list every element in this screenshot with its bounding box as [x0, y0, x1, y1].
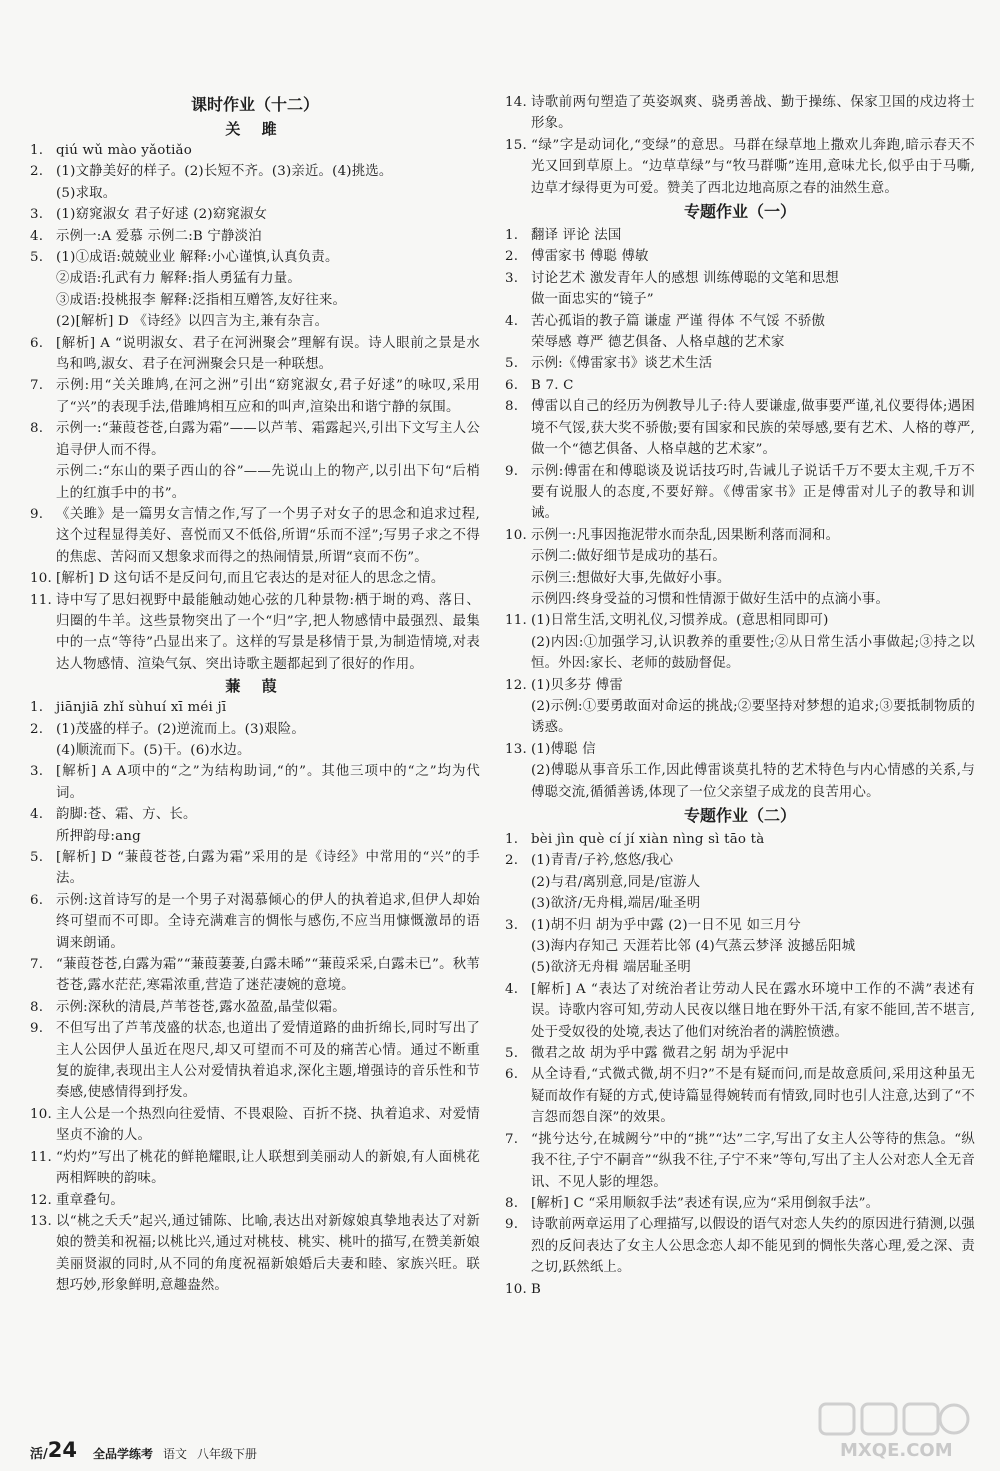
answer-item	[30, 375, 480, 418]
answer-item	[30, 333, 480, 376]
section-title-topic2: 专题作业（二）	[683, 806, 796, 825]
answer-number: 3.	[30, 207, 44, 223]
answer-text: [解析] A “说明淑女、君子在河洲聚会”理解有误。诗人眼前之景是水鸟和鸣,淑女、君子在河洲聚会只是一种联想。	[56, 335, 480, 373]
page-number: 24	[47, 1438, 77, 1462]
answer-item	[505, 739, 975, 803]
answer-item	[30, 954, 480, 997]
answer-item	[505, 915, 975, 979]
answer-number: 1.	[30, 700, 44, 716]
answer-item	[30, 890, 480, 954]
answer-list-continued	[505, 92, 975, 199]
answer-number: 10.	[505, 1281, 527, 1297]
answer-item	[505, 1043, 975, 1064]
answer-number: 5.	[505, 356, 519, 372]
answer-text: [解析] A A项中的“之”为结构助词,“的”。其他三项中的“之”均为代词。	[56, 764, 480, 801]
section-title-topic1: 专题作业（一）	[683, 202, 796, 222]
answer-text: B 7. C	[531, 377, 574, 393]
answer-number: 4.	[505, 981, 519, 997]
subject-label: 语文	[163, 1447, 188, 1461]
answer-list-guanju	[30, 140, 480, 675]
answer-item	[505, 979, 975, 1043]
answer-item	[505, 225, 975, 246]
answer-number: 6.	[30, 335, 44, 351]
right-column	[505, 92, 975, 1300]
answer-item	[30, 997, 480, 1018]
answer-text: 示例:这首诗写的是一个男子对渴慕倾心的伊人的执着追求,但伊人却始终可望而不可即。全诗充满难言的惆怅与感伤,不应当用慷慨激昂的语调来朗诵。	[56, 892, 480, 951]
answer-text: [解析] C “采用顺叙手法”表述有误,应为“采用倒叙手法”。	[531, 1195, 880, 1211]
answer-number: 2.	[30, 721, 44, 737]
answer-item	[30, 697, 480, 718]
answer-text: [解析] D “蒹葭苍苍,白露为霜”采用的是《诗经》中常用的“兴”的手法。	[56, 850, 480, 887]
answer-item	[30, 226, 480, 247]
answer-number: 5.	[505, 1046, 519, 1062]
answer-number: 11.	[30, 592, 52, 608]
answer-item	[30, 761, 480, 804]
answer-item	[30, 1147, 480, 1190]
answer-item	[30, 847, 480, 890]
answer-number: 10.	[30, 571, 52, 587]
subsection-title-jianjia: 蒹 葭	[225, 677, 285, 696]
answer-number: 3.	[30, 764, 44, 780]
answer-number: 8.	[505, 1195, 519, 1211]
answer-text: 示例:深秋的清晨,芦苇苍苍,露水盈盈,晶莹似霜。	[56, 999, 346, 1015]
answer-text: 苦心孤诣的教子篇 谦虚 严谨 得体 不气馁 不骄傲 荣辱感 尊严 德艺俱备、人格卓越的艺术家	[531, 313, 826, 351]
section-title-lesson12: 课时作业（十二）	[190, 95, 319, 114]
answer-number: 1.	[505, 228, 519, 244]
answer-number: 9.	[505, 463, 519, 479]
answer-number: 7.	[505, 1131, 519, 1147]
answer-text: 示例:傅雷在和傅聪谈及说话技巧时,告诫儿子说话千万不要太主观,千万不要有说服人的态度,不要好辩。《傅雷家书》正是傅雷对儿子的教导和训诫。	[531, 463, 975, 522]
answer-item	[30, 1104, 480, 1147]
answer-item	[505, 268, 975, 311]
watermark-text: MXQE.COM	[840, 1440, 953, 1460]
answer-text: qiú wǔ mào yǎotiǎo	[56, 143, 192, 158]
subsection-title-guanju: 关 雎	[225, 120, 285, 138]
answer-number: 9.	[505, 1217, 519, 1233]
answer-text: (1)茂盛的样子。(2)逆流而上。(3)艰险。 (4)顺流而下。(5)干。(6)水边。	[56, 721, 305, 758]
answer-text: 主人公是一个热烈向往爱情、不畏艰险、百折不挠、执着追求、对爱情坚贞不渝的人。	[56, 1106, 480, 1144]
answer-text: 示例一:凡事因拖泥带水而杂乱,因果断利落而洞和。 示例二:做好细节是成功的基石。 示例三:想做好大事,先做好小事。 示例四:终身受益的习惯和性情源于做好生活中的点滴小事。	[531, 527, 890, 607]
answer-number: 7.	[30, 378, 44, 394]
answer-item	[30, 1211, 480, 1297]
answer-text: 傅雷家书 傅聪 傅敏	[531, 249, 649, 265]
left-column	[30, 92, 480, 1297]
answer-item	[30, 418, 480, 504]
answer-list-topic1	[505, 225, 975, 803]
watermark-logo	[800, 1400, 975, 1460]
answer-text: bèi jìn què cí jí xiàn nìng sì tāo tà	[531, 832, 765, 847]
answer-text: “挑兮达兮,在城阙兮”中的“挑”“达”二字,写出了女主人公等待的焦急。“纵我不往,子宁不嗣音”“纵我不往,子宁不来”等句,写出了主人公对恋人全无音讯、不见人影的埋怨。	[531, 1131, 975, 1190]
answer-text: 韵脚:苍、霜、方、长。 所押韵母:ang	[56, 807, 197, 844]
answer-number: 7.	[30, 957, 44, 973]
answer-number: 5.	[30, 250, 44, 266]
answer-number: 4.	[30, 807, 44, 823]
answer-item	[505, 375, 975, 396]
answer-item	[505, 135, 975, 199]
answer-item	[30, 1190, 480, 1211]
answer-number: 6.	[505, 377, 519, 393]
answer-text: (1)胡不归 胡为乎中露 (2)一日不见 如三月兮 (3)海内存知己 天涯若比邻 (4)气蒸云梦泽 波撼岳阳城 (5)欲济无舟楫 端居耻圣明	[531, 917, 856, 976]
answer-item	[505, 1129, 975, 1193]
answer-text: “蒹葭苍苍,白露为霜”“蒹葭萋萋,白露未晞”“蒹葭采采,白露未已”。秋苇苍苍,露水茫茫,寒霜浓重,营造了迷茫凄婉的意境。	[56, 957, 480, 994]
answer-item	[505, 1214, 975, 1278]
answer-item	[30, 161, 480, 204]
answer-number: 2.	[30, 164, 44, 180]
answer-item	[505, 353, 975, 374]
answer-number: 8.	[505, 399, 519, 415]
page-prefix: 活/	[30, 1447, 48, 1462]
answer-number: 13.	[30, 1213, 52, 1229]
answer-text: “绿”字是动词化,“变绿”的意思。马群在绿草地上撒欢儿奔跑,暗示春天不光又回到草原上。“边草草绿”与“牧马群嘶”连用,意味尤长,似乎由于马嘶,边草才绿得更为可爱。赞美了西北边地高原之春的油然生意。	[531, 137, 975, 196]
answer-text: (1)①成语:兢兢业业 解释:小心谨慎,认真负责。 ②成语:孔武有力 解释:指人勇猛有力量。 ③成语:投桃报李 解释:泛指相互赠答,友好往来。 (2)[解析] D 《诗经》以四言为主,兼有杂言。	[56, 250, 347, 330]
answer-item	[505, 461, 975, 525]
answer-list-topic2	[505, 829, 975, 1300]
answer-number: 10.	[505, 527, 527, 543]
answer-text: “灼灼”写出了桃花的鲜艳耀眼,让人联想到美丽动人的新娘,有人面桃花两相辉映的韵味。	[56, 1149, 480, 1187]
answer-item	[505, 396, 975, 460]
answer-number: 15.	[505, 137, 527, 153]
answer-item	[505, 675, 975, 739]
page-footer	[30, 1438, 257, 1462]
answer-text: 诗中写了思妇视野中最能触动她心弦的几种景物:栖于埘的鸡、落日、归圈的牛羊。这些景物突出了一个“归”字,把人物感情中最强烈、最集中的一点“等待”凸显出来了。这样的写景是移情于景,为制造情境,对表达人物感情、渲染气氛、突出诗歌主题都起到了很好的作用。	[56, 592, 480, 672]
answer-text: (1)贝多芬 傅雷 (2)示例:①要勇敢面对命运的挑战;②要坚持对梦想的追求;③要抵制物质的诱惑。	[531, 677, 975, 736]
book-title: 全品学练考	[92, 1447, 153, 1461]
answer-item	[505, 1193, 975, 1214]
answer-text: 以“桃之夭夭”起兴,通过铺陈、比喻,表达出对新嫁娘真挚地表达了对新娘的赞美和祝福;以桃比兴,通过对桃枝、桃实、桃叶的描写,在赞美新娘美丽贤淑的同时,从不同的角度祝福新娘婚后夫妻和睦、家族兴旺。联想巧妙,形象鲜明,意趣盎然。	[56, 1213, 480, 1294]
answer-text: (1)傅聪 信 (2)傅聪从事音乐工作,因此傅雷谈莫扎特的艺术特色与内心情感的关系,与傅聪交流,循循善诱,体现了一位父亲望子成龙的良苦用心。	[531, 741, 975, 800]
answer-number: 3.	[505, 917, 519, 933]
answer-number: 4.	[30, 228, 44, 244]
answer-text: (1)日常生活,文明礼仪,习惯养成。(意思相同即可) (2)内因:①加强学习,认识教养的重要性;②从日常生活小事做起;③持之以恒。外因:家长、老师的鼓励督促。	[531, 613, 975, 672]
answer-number: 2.	[505, 249, 519, 265]
answer-text: (1)文静美好的样子。(2)长短不齐。(3)亲近。(4)挑选。 (5)求取。	[56, 164, 393, 201]
answer-number: 12.	[505, 677, 527, 693]
answer-item	[505, 1064, 975, 1128]
answer-number: 9.	[30, 1021, 44, 1037]
answer-number: 4.	[505, 313, 519, 329]
answer-number: 6.	[30, 892, 44, 908]
answer-number: 11.	[30, 1149, 52, 1165]
answer-item	[505, 311, 975, 354]
answer-number: 1.	[505, 832, 519, 847]
answer-text: 微君之故 胡为乎中露 微君之躬 胡为乎泥中	[531, 1046, 789, 1062]
answer-item	[505, 610, 975, 674]
answer-list-jianjia	[30, 697, 480, 1296]
answer-text: [解析] A “表达了对统治者让劳动人民在露水环境中工作的不满”表述有误。诗歌内容可知,劳动人民夜以继日地在野外干活,有家不能回,苦不堪言,处于受奴役的处境,表达了他们对统治者的满腔愤懑。	[531, 981, 975, 1040]
answer-item	[505, 525, 975, 611]
answer-item	[505, 829, 975, 850]
answer-text: (1)窈窕淑女 君子好逑 (2)窈窕淑女	[56, 207, 268, 223]
answer-text: (1)青青/子衿,悠悠/我心 (2)与君/离别意,同是/宦游人 (3)欲济/无舟楫,端居/耻圣明	[531, 853, 701, 912]
answer-text: [解析] D 这句话不是反问句,而且它表达的是对征人的思念之情。	[56, 571, 445, 587]
answer-number: 6.	[505, 1067, 519, 1083]
answer-item	[30, 804, 480, 847]
answer-text: 傅雷以自己的经历为例教导儿子:待人要谦虚,做事要严谨,礼仪要得体;遇困境不气馁,获大奖不骄傲;要有国家和民族的荣辱感,要有艺术、人格的尊严,做一个“德艺俱备、人格卓越的艺术家”。	[531, 399, 975, 458]
answer-item	[30, 719, 480, 762]
grade-label: 八年级下册	[197, 1447, 258, 1461]
answer-item	[30, 1018, 480, 1104]
answer-text: 从全诗看,“式微式微,胡不归?”不是有疑而问,而是故意质问,采用这种虽无疑而故作有疑的方式,使诗篇显得婉转而有情致,同时也引人注意,达到了“不言怨而怨自深”的效果。	[531, 1067, 975, 1126]
answer-text: 不但写出了芦苇茂盛的状态,也道出了爱情道路的曲折绵长,同时写出了主人公因伊人虽近在咫尺,却又可望而不可及的痛苦心情。通过不断重复的旋律,表现出主人公对爱情执着追求,深化主题,增强诗的音乐性和节奏感,使感情得到抒发。	[56, 1021, 480, 1101]
answer-number: 11.	[505, 613, 527, 629]
answer-number: 8.	[30, 421, 44, 437]
answer-text: 翻译 评论 法国	[531, 228, 622, 244]
answer-number: 3.	[505, 270, 519, 286]
answer-text: 《关雎》是一篇男女言情之作,写了一个男子对女子的思念和追求过程,这个过程显得美好、喜悦而又不低俗,所谓“乐而不淫”;写男子求之不得的焦虑、苦闷而又想象求而得之的热闹情景,所谓“哀而不伤”。	[56, 506, 480, 565]
answer-number: 10.	[30, 1106, 52, 1122]
answer-text: 重章叠句。	[56, 1192, 124, 1208]
answer-item	[505, 92, 975, 135]
answer-text: 示例:《傅雷家书》谈艺术生活	[531, 356, 713, 372]
answer-number: 1.	[30, 143, 44, 158]
answer-number: 8.	[30, 999, 44, 1015]
answer-item	[30, 140, 480, 161]
answer-item	[505, 1279, 975, 1300]
answer-item	[30, 504, 480, 568]
answer-number: 5.	[30, 850, 44, 865]
answer-item	[505, 246, 975, 267]
answer-item	[30, 247, 480, 333]
answer-text: 诗歌前两章运用了心理描写,以假设的语气对恋人失约的原因进行猜测,以强烈的反问表达了女主人公思念恋人却不能见到的惆怅失落心理,爱之深、责之切,跃然纸上。	[531, 1217, 975, 1276]
answer-number: 12.	[30, 1192, 52, 1208]
answer-text: 讨论艺术 激发青年人的感想 训练傅聪的文笔和思想 做一面忠实的“镜子”	[531, 270, 839, 308]
answer-item	[30, 568, 480, 589]
answer-number: 9.	[30, 506, 44, 522]
answer-text: 诗歌前两句塑造了英姿飒爽、骁勇善战、勤于操练、保家卫国的戍边将士形象。	[531, 95, 975, 132]
answer-number: 14.	[505, 95, 527, 110]
answer-text: 示例:用“关关雎鸠,在河之洲”引出“窈窕淑女,君子好逑”的咏叹,采用了“兴”的表现手法,借雎鸠相互应和的叫声,渲染出和谐宁静的氛围。	[56, 378, 480, 415]
answer-number: 13.	[505, 741, 527, 757]
answer-item	[505, 850, 975, 914]
answer-text: B	[531, 1281, 542, 1297]
answer-text: 示例一:A 爱慕 示例二:B 宁静淡泊	[56, 228, 262, 244]
answer-item	[30, 590, 480, 676]
answer-number: 2.	[505, 853, 519, 869]
answer-text: 示例一:“蒹葭苍苍,白露为霜”——以芦苇、霜露起兴,引出下文写主人公追寻伊人而不得。 示例二:“东山的栗子西山的谷”——先说山上的物产,以引出下句“后梢上的红旗手中的书”。	[56, 421, 480, 501]
answer-item	[30, 204, 480, 225]
answer-text: jiānjiā zhǐ sùhuí xī méi jī	[56, 700, 227, 716]
